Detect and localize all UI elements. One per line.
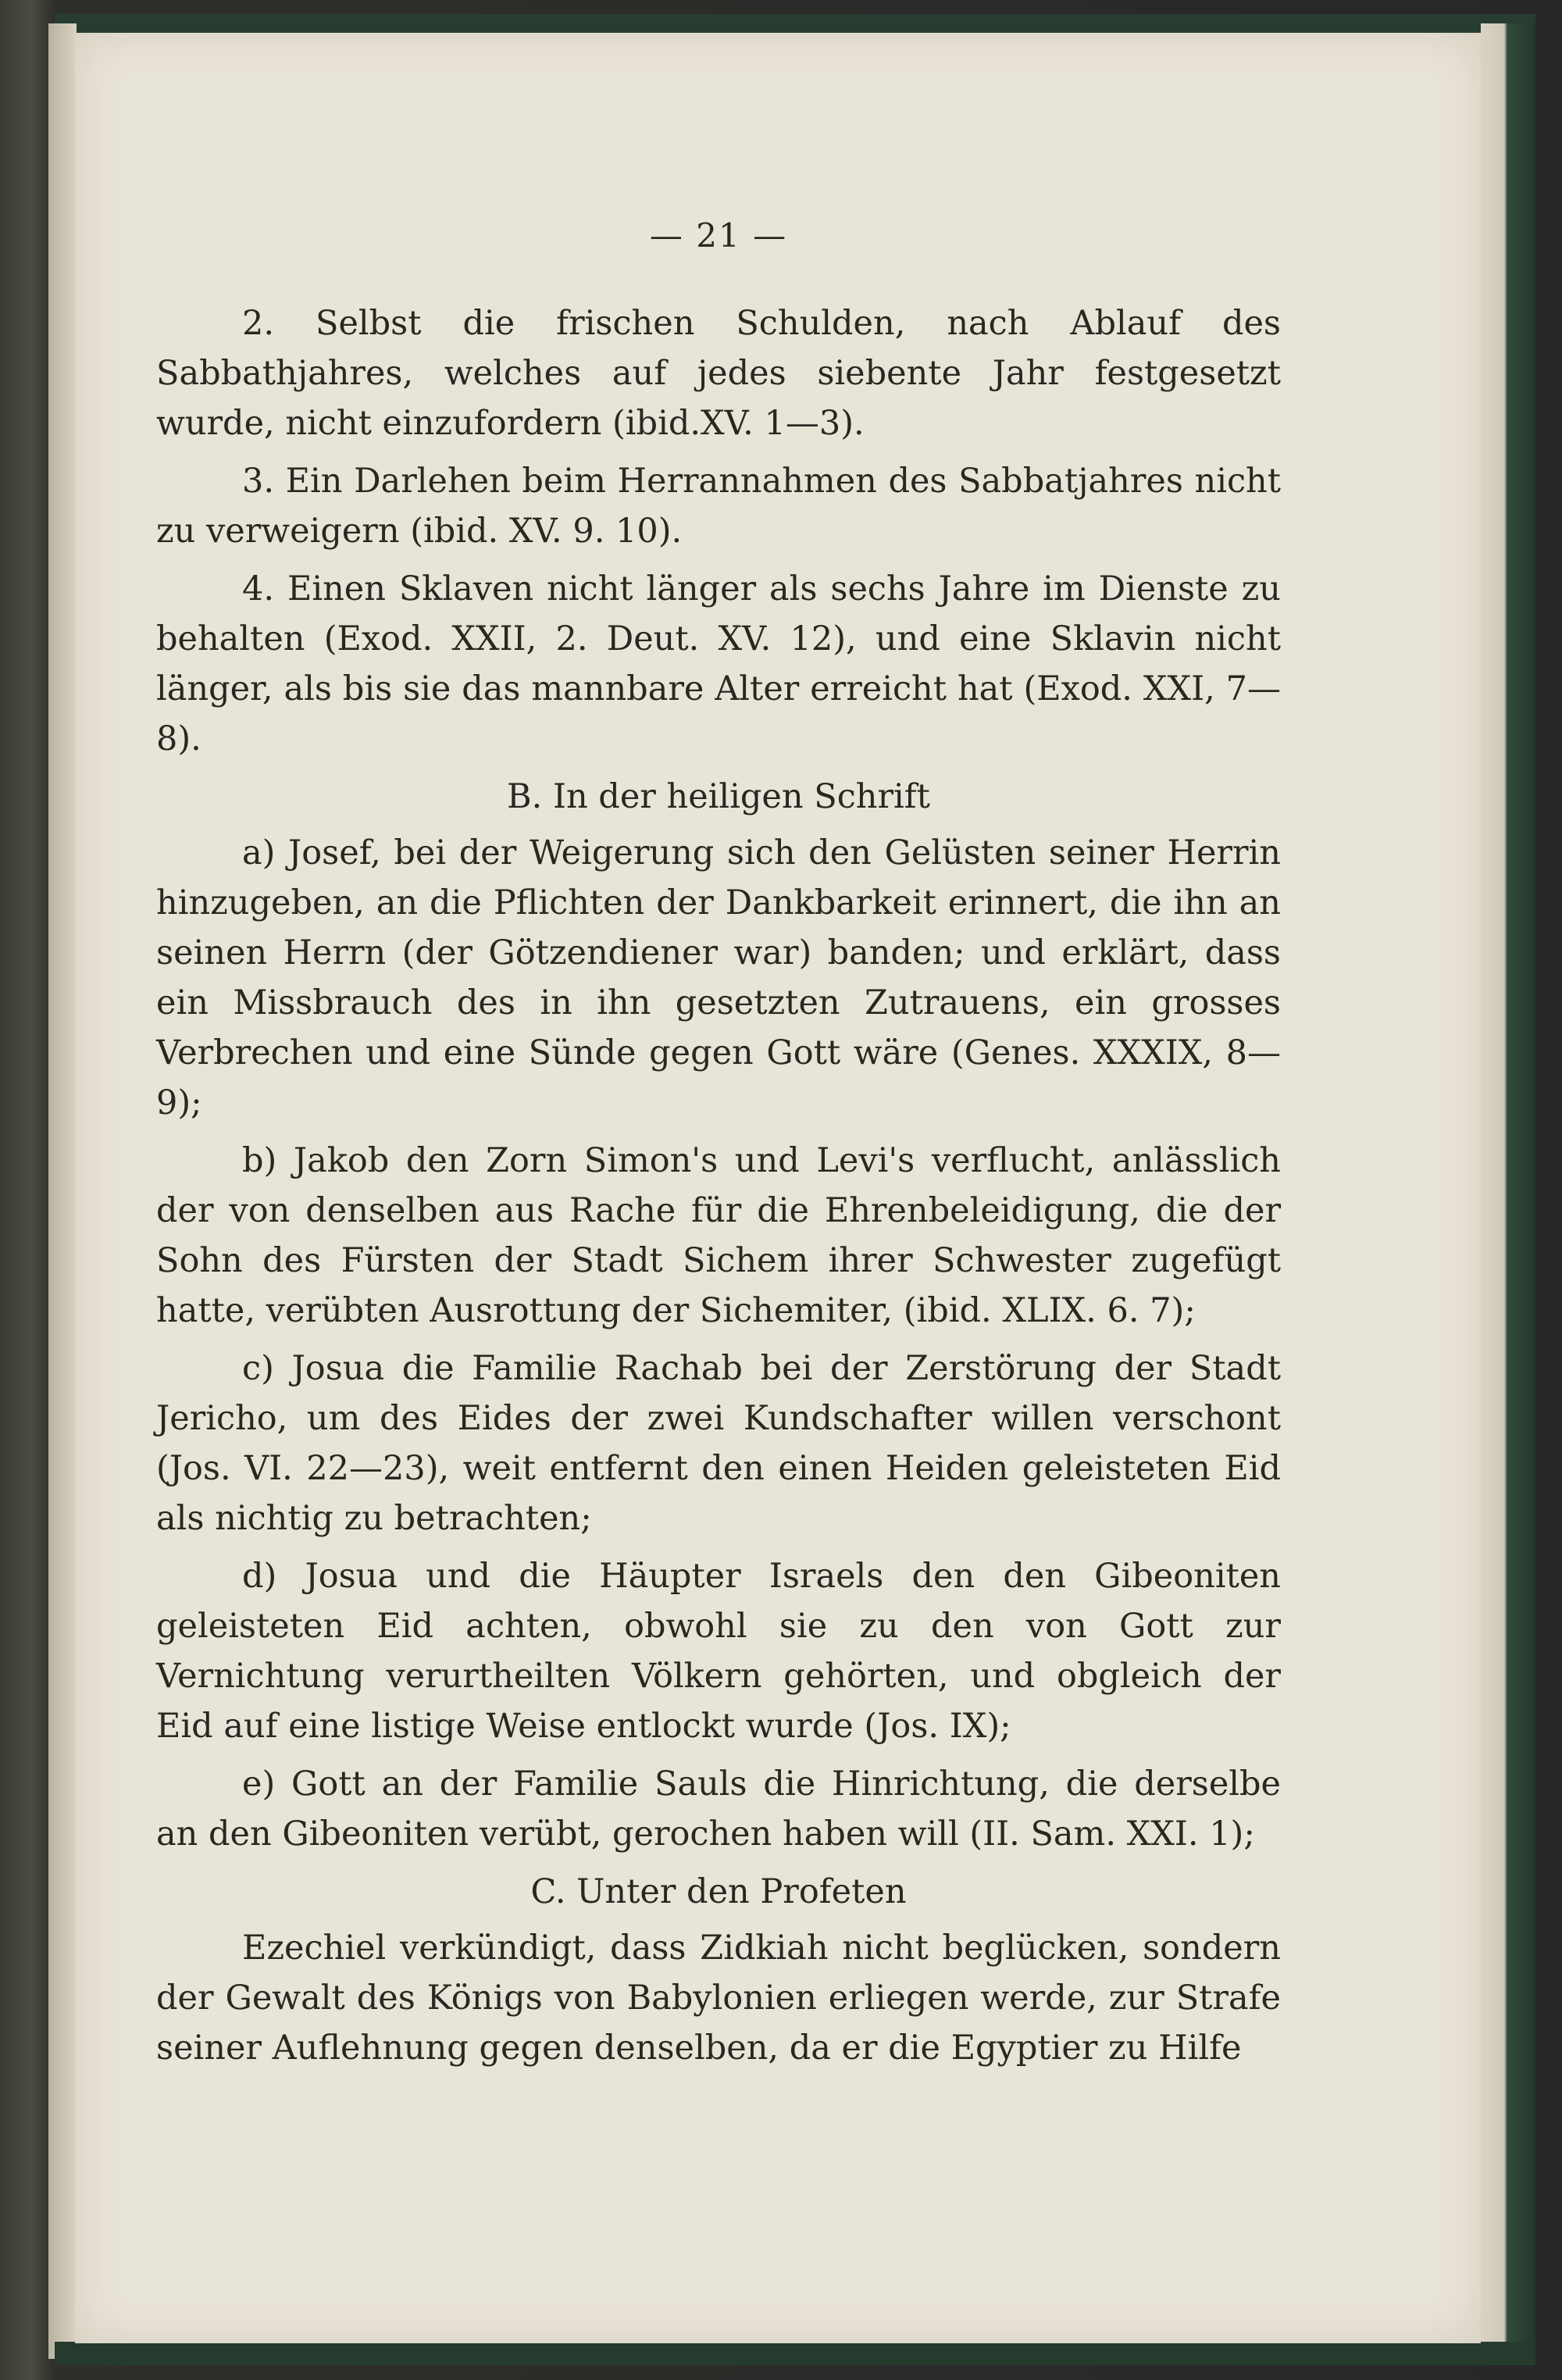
paragraph-e: e) Gott an der Familie Sauls die Hinrichtung, die derselbe an den Gibeoniten verübt, gerochen haben will (II. Sam. XXI. 1); xyxy=(156,1764,1281,1854)
paragraph-4: 4. Einen Sklaven nicht länger als sechs Jahre im Dienste zu behalten (Exod. XXII, 2. Deut. XV. 12), und eine Sklavin nicht länger, als bis sie das mannbare Alter erreicht hat (Exod. XXI, 7—8). xyxy=(156,569,1281,758)
book-cover-bottom-edge xyxy=(55,2342,1535,2365)
paragraph-d: d) Josua und die Häupter Israels den den Gibeoniten geleisteten Eid achten, obwohl sie zu den von Gott zur Vernichtung verurtheilten Völkern gehörten, und obgleich der Eid auf eine listige Weise entlockt wurde (Jos. IX); xyxy=(156,1557,1281,1746)
book-spine-edge xyxy=(48,23,77,2359)
paragraph-2: 2. Selbst die frischen Schulden, nach Ablauf des Sabbathjahres, welches auf jedes siebente Jahr festgesetzt wurde, nicht einzufordern (ibid.XV. 1—3). xyxy=(156,304,1281,443)
page-number: — 21 — xyxy=(649,216,788,255)
paragraph-3: 3. Ein Darlehen beim Herrannahmen des Sabbatjahres nicht zu verweigern (ibid. XV. 9. 10). xyxy=(156,462,1281,551)
book-cover-top-edge xyxy=(55,14,1535,34)
paragraph-a: a) Josef, bei der Weigerung sich den Gelüsten seiner Herrin hinzugeben, an die Pflichten der Dankbarkeit erinnert, die ihn an seinen Herrn (der Götzendiener war) banden; und erklärt, dass ein Missbrauch des in ihn gesetzten Zutrauens, ein grosses Verbrechen und eine Sünde gegen Gott wäre (Genes. XXXIX, 8—9); xyxy=(156,833,1281,1122)
paragraph-ezechiel: Ezechiel verkündigt, dass Zidkiah nicht beglücken, sondern der Gewalt des Königs von Babylonien erliegen werde, zur Strafe seiner Auflehnung gegen denselben, da er die Egyptier zu Hilfe xyxy=(156,1929,1281,2068)
section-heading-c: C. Unter den Profeten xyxy=(530,1872,907,1911)
section-heading-b: B. In der heiligen Schrift xyxy=(507,777,930,816)
book-cover-right-edge xyxy=(1481,23,1535,2359)
page-text xyxy=(156,211,1281,2081)
paragraph-c: c) Josua die Familie Rachab bei der Zerstörung der Stadt Jericho, um des Eides der zwei Kundschafter willen verschont (Jos. VI. 22—23), weit entfernt den einen Heiden geleisteten Eid als nichtig zu betrachten; xyxy=(156,1349,1281,1538)
paragraph-b: b) Jakob den Zorn Simon's und Levi's verflucht, anlässlich der von denselben aus Rache für die Ehrenbeleidigung, die der Sohn des Fürsten der Stadt Sichem ihrer Schwester zugefügt hatte, verübten Ausrottung der Sichemiter, (ibid. XLIX. 6. 7); xyxy=(156,1141,1281,1330)
